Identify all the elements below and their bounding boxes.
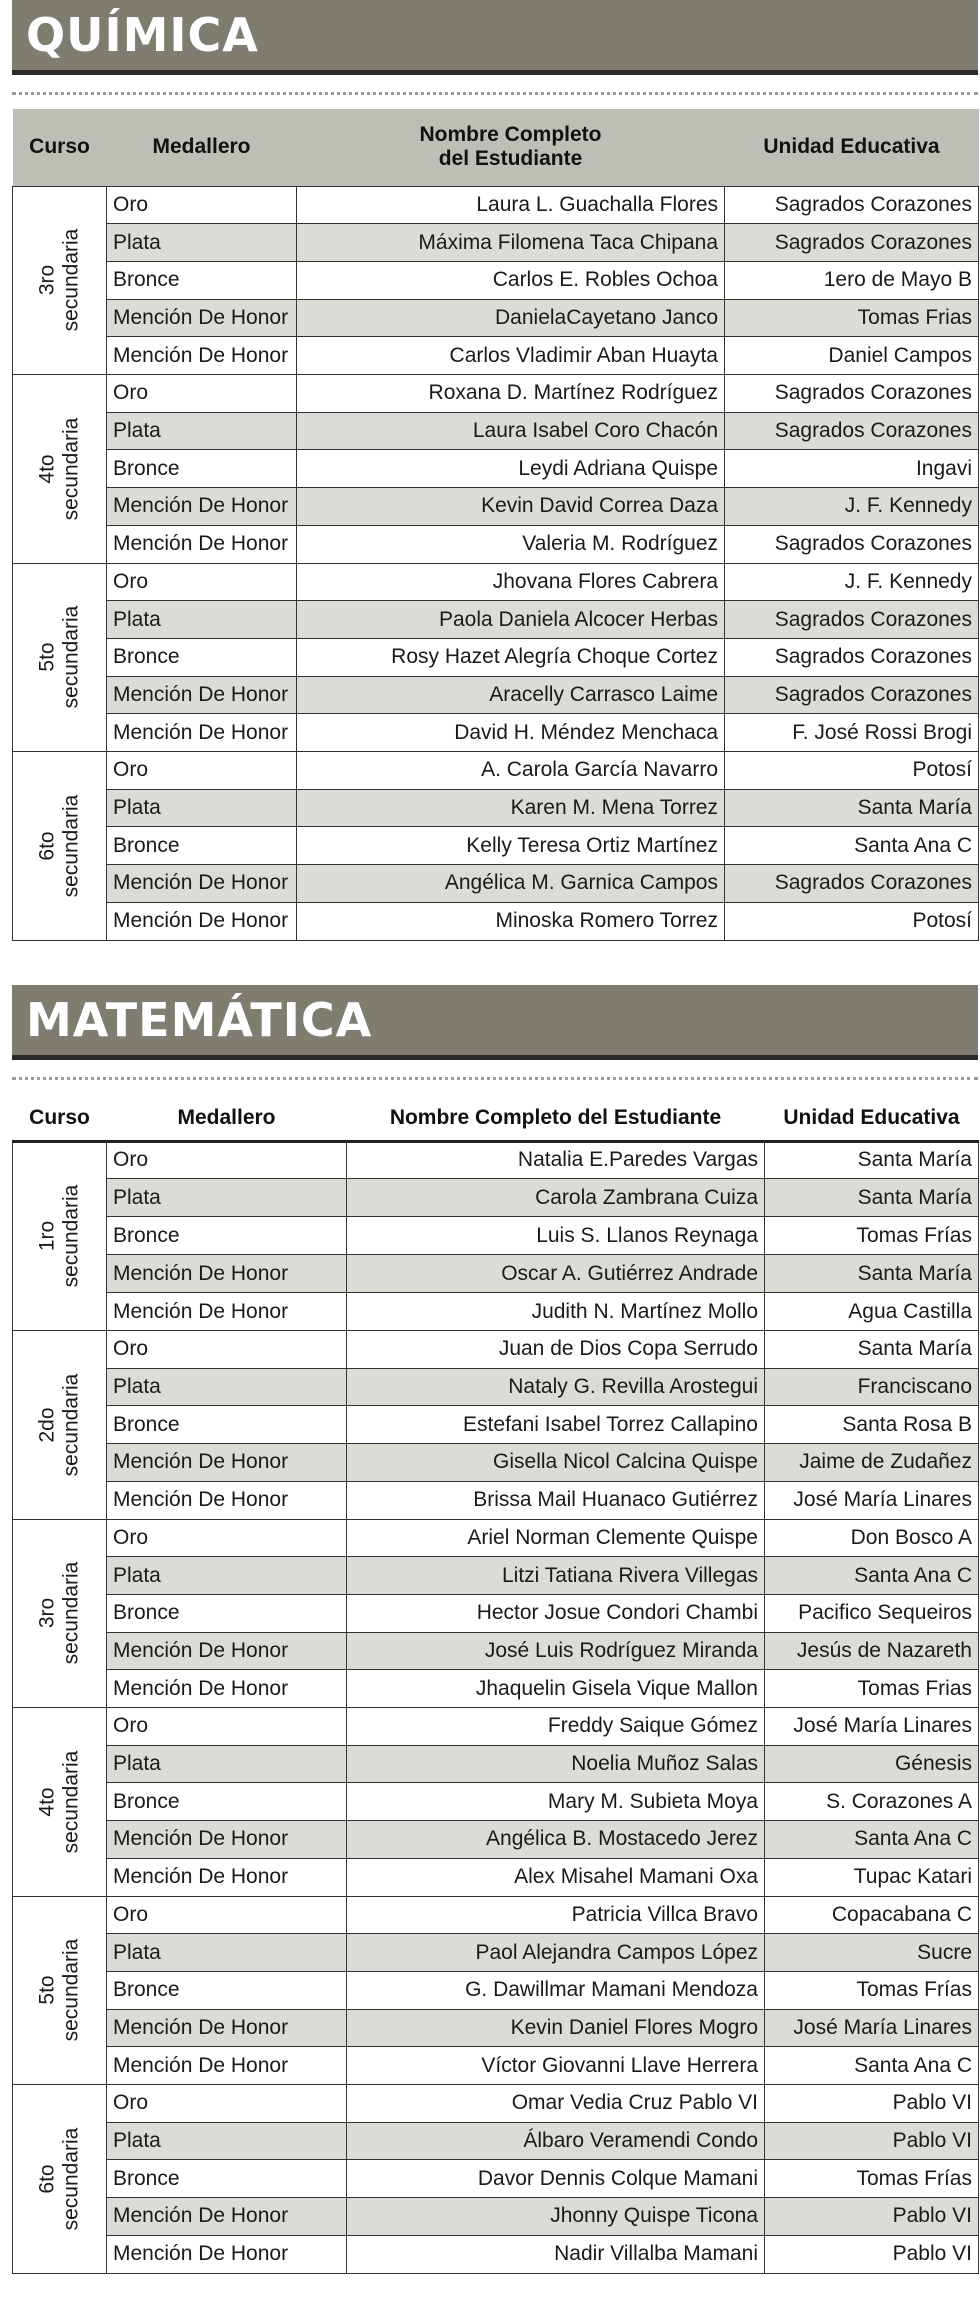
student-name-cell: José Luis Rodríguez Miranda	[347, 1632, 765, 1670]
school-cell: Tomas Frias	[725, 299, 979, 337]
school-cell: Pablo VI	[765, 2122, 979, 2160]
student-name-cell: Karen M. Mena Torrez	[297, 789, 725, 827]
curso-cell	[13, 1708, 107, 1897]
school-cell: Sagrados Corazones	[725, 865, 979, 903]
school-cell: Pablo VI	[765, 2085, 979, 2123]
student-name-cell: Carlos Vladimir Aban Huayta	[297, 337, 725, 375]
curso-number: 3ro	[35, 1598, 59, 1629]
medal-cell: Mención De Honor	[107, 525, 297, 563]
medal-cell: Plata	[107, 224, 297, 262]
student-name-cell: Paol Alejandra Campos López	[347, 1934, 765, 1972]
table-row	[13, 676, 979, 714]
table-row	[13, 714, 979, 752]
curso-number: 6to	[35, 2164, 59, 2194]
curso-label	[36, 794, 84, 897]
quimica-dotted-divider	[12, 92, 978, 95]
school-cell: Sagrados Corazones	[725, 224, 979, 262]
header-medallero: Medallero	[152, 135, 251, 159]
medal-cell: Plata	[107, 789, 297, 827]
student-name-cell: Estefani Isabel Torrez Callapino	[347, 1406, 765, 1444]
table-row	[13, 2160, 979, 2198]
school-cell: Jaime de Zudañez	[765, 1444, 979, 1482]
table-row	[13, 2047, 979, 2085]
student-name-cell: Álbaro Veramendi Condo	[347, 2122, 765, 2160]
table-row	[13, 1406, 979, 1444]
table-row	[13, 2085, 979, 2123]
school-cell: Sagrados Corazones	[725, 186, 979, 224]
curso-cell	[13, 1141, 107, 1331]
school-cell: Sagrados Corazones	[725, 375, 979, 413]
school-cell: Tomas Frías	[765, 1217, 979, 1255]
medal-cell: Mención De Honor	[107, 1444, 347, 1482]
medal-cell: Mención De Honor	[107, 714, 297, 752]
school-cell: Santa Ana C	[765, 2047, 979, 2085]
school-cell: S. Corazones A	[765, 1783, 979, 1821]
quimica-table	[12, 109, 979, 941]
header-curso: Curso	[29, 135, 90, 159]
student-name-cell: DanielaCayetano Janco	[297, 299, 725, 337]
school-cell: Copacabana C	[765, 1896, 979, 1934]
medal-cell: Oro	[107, 1708, 347, 1746]
medal-cell: Mención De Honor	[107, 902, 297, 940]
school-cell: Santa María	[765, 1141, 979, 1179]
matematica-table-header	[13, 1096, 979, 1141]
table-row	[13, 601, 979, 639]
table-row	[13, 186, 979, 224]
medal-cell: Oro	[107, 1519, 347, 1557]
table-row	[13, 525, 979, 563]
matematica-title-rule	[12, 1055, 978, 1060]
medal-cell: Bronce	[107, 1406, 347, 1444]
school-cell: José María Linares	[765, 1708, 979, 1746]
curso-cell	[13, 2085, 107, 2274]
quimica-table-header	[13, 109, 979, 186]
medal-cell: Plata	[107, 2122, 347, 2160]
curso-label	[36, 1373, 84, 1476]
student-name-cell: Jhonny Quispe Ticona	[347, 2198, 765, 2236]
table-row	[13, 1745, 979, 1783]
school-cell: Tomas Frias	[765, 1670, 979, 1708]
curso-word: secundaria	[59, 228, 83, 332]
student-name-cell: Freddy Saique Gómez	[347, 1708, 765, 1746]
medal-cell: Mención De Honor	[107, 299, 297, 337]
medal-cell: Bronce	[107, 2160, 347, 2198]
school-cell: 1ero de Mayo B	[725, 261, 979, 299]
medal-cell: Bronce	[107, 1217, 347, 1255]
medal-cell: Oro	[107, 2085, 347, 2123]
table-row	[13, 1632, 979, 1670]
table-row	[13, 902, 979, 940]
student-name-cell: Angélica M. Garnica Campos	[297, 865, 725, 903]
curso-cell	[13, 1331, 107, 1520]
medal-cell: Mención De Honor	[107, 2009, 347, 2047]
medal-cell: Mención De Honor	[107, 1670, 347, 1708]
school-cell: Daniel Campos	[725, 337, 979, 375]
table-row	[13, 1217, 979, 1255]
medal-cell: Mención De Honor	[107, 337, 297, 375]
matematica-table	[12, 1096, 979, 2274]
quimica-title: QUÍMICA	[12, 0, 978, 70]
medal-cell: Mención De Honor	[107, 865, 297, 903]
curso-cell	[13, 752, 107, 941]
header-nombre	[297, 109, 725, 186]
curso-number: 4to	[35, 1787, 59, 1817]
curso-word: secundaria	[59, 605, 83, 709]
header-nombre: Nombre Completo del Estudiante	[347, 1096, 765, 1141]
student-name-cell: Víctor Giovanni Llave Herrera	[347, 2047, 765, 2085]
student-name-cell: Litzi Tatiana Rivera Villegas	[347, 1557, 765, 1595]
table-row	[13, 1858, 979, 1896]
table-row	[13, 1179, 979, 1217]
medal-cell: Mención De Honor	[107, 2198, 347, 2236]
table-row	[13, 1293, 979, 1331]
table-row	[13, 299, 979, 337]
header-nombre-line2: del Estudiante	[438, 147, 583, 171]
student-name-cell: Omar Vedia Cruz Pablo VI	[347, 2085, 765, 2123]
curso-word: secundaria	[59, 2127, 83, 2231]
curso-cell	[13, 563, 107, 752]
school-cell: Potosí	[725, 752, 979, 790]
student-name-cell: Davor Dennis Colque Mamani	[347, 2160, 765, 2198]
curso-word: secundaria	[59, 1938, 83, 2042]
header-curso: Curso	[13, 1096, 107, 1141]
table-row	[13, 1255, 979, 1293]
curso-label	[36, 1939, 84, 2042]
table-row	[13, 827, 979, 865]
table-row	[13, 2235, 979, 2273]
quimica-title-rule	[12, 70, 978, 75]
table-row	[13, 337, 979, 375]
student-name-cell: Patricia Villca Bravo	[347, 1896, 765, 1934]
medal-cell: Plata	[107, 1745, 347, 1783]
medal-cell: Oro	[107, 1896, 347, 1934]
medal-cell: Plata	[107, 1934, 347, 1972]
curso-number: 6to	[35, 831, 59, 861]
table-row	[13, 224, 979, 262]
student-name-cell: Leydi Adriana Quispe	[297, 450, 725, 488]
medal-cell: Mención De Honor	[107, 1293, 347, 1331]
student-name-cell: G. Dawillmar Mamani Mendoza	[347, 1971, 765, 2009]
quimica-table-body	[13, 186, 979, 940]
school-cell: Pacifico Sequeiros	[765, 1594, 979, 1632]
medal-cell: Mención De Honor	[107, 2235, 347, 2273]
curso-label	[36, 229, 84, 332]
student-name-cell: Judith N. Martínez Mollo	[347, 1293, 765, 1331]
school-cell: Tomas Frías	[765, 2160, 979, 2198]
medal-cell: Mención De Honor	[107, 1858, 347, 1896]
student-name-cell: Brissa Mail Huanaco Gutiérrez	[347, 1481, 765, 1519]
curso-word: secundaria	[59, 794, 83, 898]
medal-cell: Oro	[107, 375, 297, 413]
table-row	[13, 1971, 979, 2009]
school-cell: Santa Ana C	[725, 827, 979, 865]
curso-word: secundaria	[59, 1750, 83, 1854]
table-row	[13, 261, 979, 299]
student-name-cell: Laura L. Guachalla Flores	[297, 186, 725, 224]
medal-cell: Oro	[107, 752, 297, 790]
school-cell: Santa Rosa B	[765, 1406, 979, 1444]
medal-cell: Mención De Honor	[107, 1481, 347, 1519]
table-row	[13, 2198, 979, 2236]
student-name-cell: Luis S. Llanos Reynaga	[347, 1217, 765, 1255]
medal-cell: Mención De Honor	[107, 2047, 347, 2085]
table-row	[13, 638, 979, 676]
curso-label	[36, 606, 84, 709]
student-name-cell: Noelia Muñoz Salas	[347, 1745, 765, 1783]
student-name-cell: Angélica B. Mostacedo Jerez	[347, 1821, 765, 1859]
medal-cell: Oro	[107, 563, 297, 601]
student-name-cell: Gisella Nicol Calcina Quispe	[347, 1444, 765, 1482]
table-row	[13, 563, 979, 601]
curso-cell	[13, 375, 107, 564]
medal-cell: Bronce	[107, 638, 297, 676]
medal-cell: Bronce	[107, 827, 297, 865]
curso-label	[36, 2127, 84, 2230]
table-row	[13, 1594, 979, 1632]
medal-cell: Plata	[107, 1557, 347, 1595]
table-row	[13, 488, 979, 526]
table-row	[13, 412, 979, 450]
school-cell: Sucre	[765, 1934, 979, 1972]
medal-cell: Bronce	[107, 1783, 347, 1821]
student-name-cell: Kelly Teresa Ortiz Martínez	[297, 827, 725, 865]
school-cell: Sagrados Corazones	[725, 525, 979, 563]
student-name-cell: Laura Isabel Coro Chacón	[297, 412, 725, 450]
student-name-cell: Roxana D. Martínez Rodríguez	[297, 375, 725, 413]
student-name-cell: A. Carola García Navarro	[297, 752, 725, 790]
table-row	[13, 1141, 979, 1179]
curso-label	[36, 1185, 84, 1288]
table-row	[13, 1896, 979, 1934]
medal-cell: Plata	[107, 1368, 347, 1406]
student-name-cell: Minoska Romero Torrez	[297, 902, 725, 940]
student-name-cell: Aracelly Carrasco Laime	[297, 676, 725, 714]
school-cell: Sagrados Corazones	[725, 601, 979, 639]
school-cell: Santa María	[765, 1331, 979, 1369]
student-name-cell: Mary M. Subieta Moya	[347, 1783, 765, 1821]
curso-number: 4to	[35, 454, 59, 484]
curso-cell	[13, 1896, 107, 2085]
curso-number: 5to	[35, 1975, 59, 2005]
student-name-cell: Kevin David Correa Daza	[297, 488, 725, 526]
table-row	[13, 789, 979, 827]
school-cell: Don Bosco A	[765, 1519, 979, 1557]
student-name-cell: Máxima Filomena Taca Chipana	[297, 224, 725, 262]
school-cell: Santa María	[725, 789, 979, 827]
school-cell: F. José Rossi Brogi	[725, 714, 979, 752]
curso-label	[36, 1562, 84, 1665]
student-name-cell: Hector Josue Condori Chambi	[347, 1594, 765, 1632]
student-name-cell: Carola Zambrana Cuiza	[347, 1179, 765, 1217]
header-medallero: Medallero	[107, 1096, 347, 1141]
school-cell: Santa María	[765, 1179, 979, 1217]
curso-number: 1ro	[35, 1221, 59, 1252]
school-cell: J. F. Kennedy	[725, 563, 979, 601]
medal-cell: Oro	[107, 1331, 347, 1369]
table-row	[13, 1519, 979, 1557]
medal-cell: Mención De Honor	[107, 1632, 347, 1670]
student-name-cell: Paola Daniela Alcocer Herbas	[297, 601, 725, 639]
school-cell: Jesús de Nazareth	[765, 1632, 979, 1670]
school-cell: Sagrados Corazones	[725, 638, 979, 676]
school-cell: Sagrados Corazones	[725, 412, 979, 450]
table-row	[13, 1783, 979, 1821]
school-cell: J. F. Kennedy	[725, 488, 979, 526]
curso-word: secundaria	[59, 1561, 83, 1665]
school-cell: Ingavi	[725, 450, 979, 488]
medal-cell: Mención De Honor	[107, 1255, 347, 1293]
student-name-cell: Carlos E. Robles Ochoa	[297, 261, 725, 299]
student-name-cell: Rosy Hazet Alegría Choque Cortez	[297, 638, 725, 676]
table-row	[13, 375, 979, 413]
student-name-cell: Valeria M. Rodríguez	[297, 525, 725, 563]
student-name-cell: Natalia E.Paredes Vargas	[347, 1141, 765, 1179]
school-cell: Tupac Katari	[765, 1858, 979, 1896]
school-cell: Sagrados Corazones	[725, 676, 979, 714]
school-cell: Agua Castilla	[765, 1293, 979, 1331]
medal-cell: Mención De Honor	[107, 676, 297, 714]
curso-number: 2do	[35, 1407, 59, 1443]
table-row	[13, 1444, 979, 1482]
quimica-section	[12, 0, 978, 941]
table-row	[13, 1331, 979, 1369]
matematica-table-body	[13, 1141, 979, 2273]
student-name-cell: David H. Méndez Menchaca	[297, 714, 725, 752]
medal-cell: Oro	[107, 1141, 347, 1179]
matematica-section	[12, 985, 978, 2274]
student-name-cell: Juan de Dios Copa Serrudo	[347, 1331, 765, 1369]
curso-word: secundaria	[59, 1184, 83, 1288]
curso-label	[36, 417, 84, 520]
table-row	[13, 1708, 979, 1746]
school-cell: Santa María	[765, 1255, 979, 1293]
medal-cell: Plata	[107, 601, 297, 639]
school-cell: Tomas Frías	[765, 1971, 979, 2009]
student-name-cell: Nataly G. Revilla Arostegui	[347, 1368, 765, 1406]
table-row	[13, 1934, 979, 1972]
student-name-cell: Oscar A. Gutiérrez Andrade	[347, 1255, 765, 1293]
school-cell: Potosí	[725, 902, 979, 940]
school-cell: Pablo VI	[765, 2235, 979, 2273]
school-cell: Pablo VI	[765, 2198, 979, 2236]
table-row	[13, 752, 979, 790]
curso-word: secundaria	[59, 1373, 83, 1477]
student-name-cell: Jhaquelin Gisela Vique Mallon	[347, 1670, 765, 1708]
school-cell: Génesis	[765, 1745, 979, 1783]
medal-cell: Oro	[107, 186, 297, 224]
table-row	[13, 450, 979, 488]
table-row	[13, 1557, 979, 1595]
school-cell: Santa Ana C	[765, 1821, 979, 1859]
school-cell: Santa Ana C	[765, 1557, 979, 1595]
student-name-cell: Nadir Villalba Mamani	[347, 2235, 765, 2273]
school-cell: José María Linares	[765, 2009, 979, 2047]
student-name-cell: Alex Misahel Mamani Oxa	[347, 1858, 765, 1896]
header-unidad: Unidad Educativa	[763, 135, 940, 159]
curso-cell	[13, 1519, 107, 1708]
medal-cell: Bronce	[107, 1594, 347, 1632]
medal-cell: Bronce	[107, 450, 297, 488]
header-nombre-line1: Nombre Completo	[419, 123, 602, 147]
curso-number: 5to	[35, 642, 59, 672]
curso-cell	[13, 186, 107, 375]
medal-cell: Mención De Honor	[107, 488, 297, 526]
table-row	[13, 1821, 979, 1859]
student-name-cell: Jhovana Flores Cabrera	[297, 563, 725, 601]
medal-cell: Mención De Honor	[107, 1821, 347, 1859]
curso-word: secundaria	[59, 417, 83, 521]
table-row	[13, 1481, 979, 1519]
school-cell: Franciscano	[765, 1368, 979, 1406]
matematica-dotted-divider	[12, 1077, 978, 1080]
table-row	[13, 1368, 979, 1406]
student-name-cell: Kevin Daniel Flores Mogro	[347, 2009, 765, 2047]
table-row	[13, 2009, 979, 2047]
medal-cell: Bronce	[107, 1971, 347, 2009]
student-name-cell: Ariel Norman Clemente Quispe	[347, 1519, 765, 1557]
header-unidad: Unidad Educativa	[765, 1096, 979, 1141]
school-cell: José María Linares	[765, 1481, 979, 1519]
table-row	[13, 865, 979, 903]
matematica-title: MATEMÁTICA	[12, 985, 978, 1055]
table-row	[13, 1670, 979, 1708]
medal-cell: Plata	[107, 1179, 347, 1217]
medal-cell: Bronce	[107, 261, 297, 299]
medal-cell: Plata	[107, 412, 297, 450]
curso-number: 3ro	[35, 265, 59, 296]
table-row	[13, 2122, 979, 2160]
curso-label	[36, 1750, 84, 1853]
